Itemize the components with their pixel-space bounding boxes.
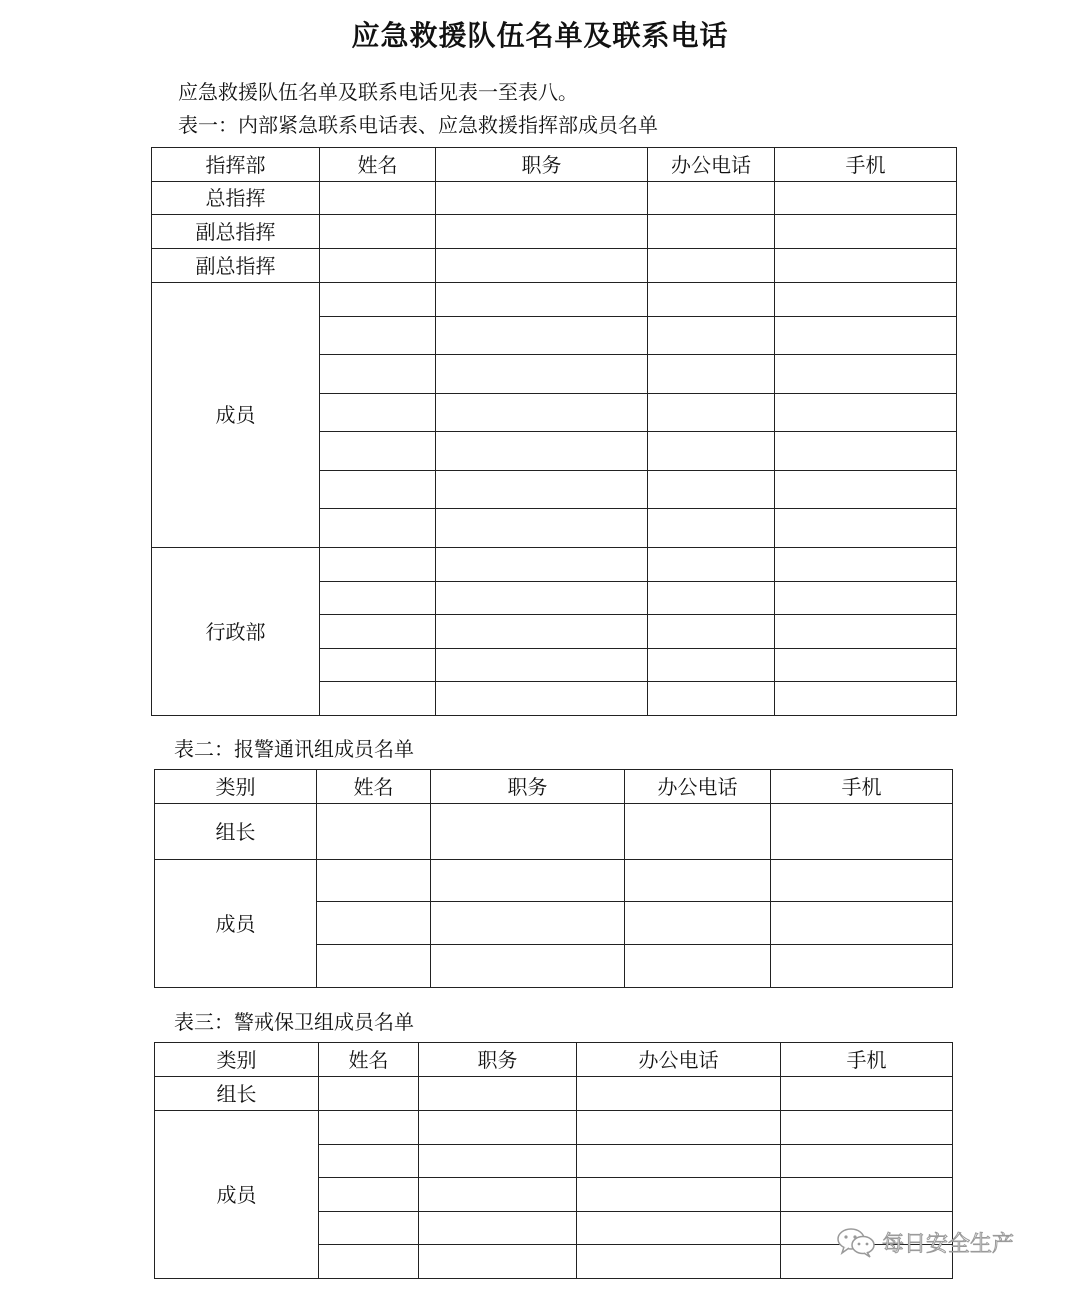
table-header-row <box>155 1043 953 1077</box>
empty-cell[interactable] <box>648 682 775 716</box>
empty-cell[interactable] <box>320 432 436 471</box>
wechat-icon <box>836 1226 876 1258</box>
header-cell: 指挥部 <box>152 148 320 182</box>
empty-cell[interactable] <box>648 249 775 283</box>
empty-cell[interactable] <box>771 804 953 860</box>
header-cell: 办公电话 <box>648 148 775 182</box>
group-cell: 总指挥 <box>152 182 320 215</box>
empty-cell[interactable] <box>320 317 436 355</box>
empty-cell[interactable] <box>648 509 775 548</box>
table-row <box>152 548 957 582</box>
empty-cell[interactable] <box>775 355 957 394</box>
empty-cell[interactable] <box>775 682 957 716</box>
empty-cell[interactable] <box>781 1111 953 1145</box>
empty-cell[interactable] <box>419 1212 577 1245</box>
group-cell: 副总指挥 <box>152 249 320 283</box>
empty-cell[interactable] <box>320 649 436 682</box>
header-cell: 手机 <box>775 148 957 182</box>
table1-caption: 表一：内部紧急联系电话表、应急救援指挥部成员名单 <box>178 113 658 137</box>
group-cell: 行政部 <box>152 548 320 716</box>
empty-cell[interactable] <box>320 682 436 716</box>
empty-cell[interactable] <box>320 582 436 615</box>
empty-cell[interactable] <box>577 1212 781 1245</box>
intro-text: 应急救援队伍名单及联系电话见表一至表八。 <box>178 80 578 104</box>
empty-cell[interactable] <box>319 1212 419 1245</box>
empty-cell[interactable] <box>648 215 775 249</box>
empty-cell[interactable] <box>320 249 436 283</box>
empty-cell[interactable] <box>648 182 775 215</box>
empty-cell[interactable] <box>419 1178 577 1212</box>
security-guard-table <box>154 1042 953 1279</box>
empty-cell[interactable] <box>648 649 775 682</box>
empty-cell[interactable] <box>436 509 648 548</box>
empty-cell[interactable] <box>317 804 431 860</box>
empty-cell[interactable] <box>436 355 648 394</box>
empty-cell[interactable] <box>436 471 648 509</box>
empty-cell[interactable] <box>319 1245 419 1279</box>
empty-cell[interactable] <box>648 548 775 582</box>
empty-cell[interactable] <box>319 1145 419 1178</box>
empty-cell[interactable] <box>436 582 648 615</box>
empty-cell[interactable] <box>775 432 957 471</box>
empty-cell[interactable] <box>319 1111 419 1145</box>
header-cell: 手机 <box>771 770 953 804</box>
header-cell: 职务 <box>431 770 625 804</box>
watermark-text: 每日安全生产 <box>882 1231 1015 1257</box>
empty-cell[interactable] <box>625 860 771 902</box>
empty-cell[interactable] <box>771 860 953 902</box>
group-cell: 成员 <box>155 1111 319 1279</box>
empty-cell[interactable] <box>320 394 436 432</box>
empty-cell[interactable] <box>419 1077 577 1111</box>
empty-cell[interactable] <box>320 548 436 582</box>
table-row <box>155 1111 953 1145</box>
page-title: 应急救援队伍名单及联系电话 <box>351 19 729 52</box>
empty-cell[interactable] <box>775 509 957 548</box>
header-cell: 职务 <box>419 1043 577 1077</box>
header-cell: 办公电话 <box>577 1043 781 1077</box>
empty-cell[interactable] <box>317 860 431 902</box>
empty-cell[interactable] <box>577 1245 781 1279</box>
table-row <box>152 215 957 249</box>
empty-cell[interactable] <box>775 249 957 283</box>
empty-cell[interactable] <box>648 394 775 432</box>
empty-cell[interactable] <box>431 945 625 988</box>
table-row <box>152 283 957 317</box>
empty-cell[interactable] <box>436 249 648 283</box>
empty-cell[interactable] <box>431 860 625 902</box>
empty-cell[interactable] <box>775 283 957 317</box>
empty-cell[interactable] <box>436 394 648 432</box>
table-row <box>155 860 953 902</box>
empty-cell[interactable] <box>648 317 775 355</box>
empty-cell[interactable] <box>775 615 957 649</box>
empty-cell[interactable] <box>320 215 436 249</box>
header-cell: 手机 <box>781 1043 953 1077</box>
empty-cell[interactable] <box>436 182 648 215</box>
empty-cell[interactable] <box>320 355 436 394</box>
empty-cell[interactable] <box>648 471 775 509</box>
group-cell: 副总指挥 <box>152 215 320 249</box>
table-row <box>155 1077 953 1111</box>
empty-cell[interactable] <box>419 1111 577 1145</box>
table2-caption: 表二：报警通讯组成员名单 <box>174 737 414 761</box>
empty-cell[interactable] <box>775 649 957 682</box>
alarm-comm-table <box>154 769 953 988</box>
empty-cell[interactable] <box>771 945 953 988</box>
empty-cell[interactable] <box>320 509 436 548</box>
empty-cell[interactable] <box>320 283 436 317</box>
empty-cell[interactable] <box>436 548 648 582</box>
empty-cell[interactable] <box>775 548 957 582</box>
empty-cell[interactable] <box>431 902 625 945</box>
empty-cell[interactable] <box>431 804 625 860</box>
command-table <box>151 147 957 716</box>
header-cell: 职务 <box>436 148 648 182</box>
empty-cell[interactable] <box>775 394 957 432</box>
empty-cell[interactable] <box>317 945 431 988</box>
empty-cell[interactable] <box>319 1077 419 1111</box>
empty-cell[interactable] <box>436 432 648 471</box>
table-row <box>152 182 957 215</box>
table3-caption: 表三：警戒保卫组成员名单 <box>174 1010 414 1034</box>
empty-cell[interactable] <box>436 317 648 355</box>
group-cell: 组长 <box>155 1077 319 1111</box>
empty-cell[interactable] <box>436 283 648 317</box>
empty-cell[interactable] <box>320 615 436 649</box>
header-cell: 办公电话 <box>625 770 771 804</box>
empty-cell[interactable] <box>648 283 775 317</box>
group-cell: 成员 <box>155 860 317 988</box>
empty-cell[interactable] <box>436 649 648 682</box>
empty-cell[interactable] <box>320 471 436 509</box>
empty-cell[interactable] <box>319 1178 419 1212</box>
table-header-row <box>152 148 957 182</box>
empty-cell[interactable] <box>648 582 775 615</box>
group-cell: 组长 <box>155 804 317 860</box>
empty-cell[interactable] <box>317 902 431 945</box>
header-cell: 类别 <box>155 770 317 804</box>
header-cell: 类别 <box>155 1043 319 1077</box>
empty-cell[interactable] <box>577 1077 781 1111</box>
table-row <box>152 249 957 283</box>
empty-cell[interactable] <box>775 182 957 215</box>
empty-cell[interactable] <box>781 1145 953 1178</box>
empty-cell[interactable] <box>419 1145 577 1178</box>
empty-cell[interactable] <box>781 1077 953 1111</box>
empty-cell[interactable] <box>320 182 436 215</box>
empty-cell[interactable] <box>436 615 648 649</box>
table-header-row <box>155 770 953 804</box>
empty-cell[interactable] <box>771 902 953 945</box>
empty-cell[interactable] <box>577 1111 781 1145</box>
empty-cell[interactable] <box>775 471 957 509</box>
watermark <box>836 1226 1014 1258</box>
empty-cell[interactable] <box>625 804 771 860</box>
empty-cell[interactable] <box>648 615 775 649</box>
empty-cell[interactable] <box>648 355 775 394</box>
empty-cell[interactable] <box>781 1178 953 1212</box>
group-cell: 成员 <box>152 283 320 548</box>
empty-cell[interactable] <box>775 317 957 355</box>
empty-cell[interactable] <box>419 1245 577 1279</box>
header-cell: 姓名 <box>320 148 436 182</box>
table-row <box>155 804 953 860</box>
empty-cell[interactable] <box>577 1145 781 1178</box>
empty-cell[interactable] <box>436 215 648 249</box>
header-cell: 姓名 <box>319 1043 419 1077</box>
empty-cell[interactable] <box>577 1178 781 1212</box>
header-cell: 姓名 <box>317 770 431 804</box>
empty-cell[interactable] <box>625 902 771 945</box>
empty-cell[interactable] <box>775 215 957 249</box>
empty-cell[interactable] <box>775 582 957 615</box>
empty-cell[interactable] <box>648 432 775 471</box>
empty-cell[interactable] <box>625 945 771 988</box>
empty-cell[interactable] <box>436 682 648 716</box>
